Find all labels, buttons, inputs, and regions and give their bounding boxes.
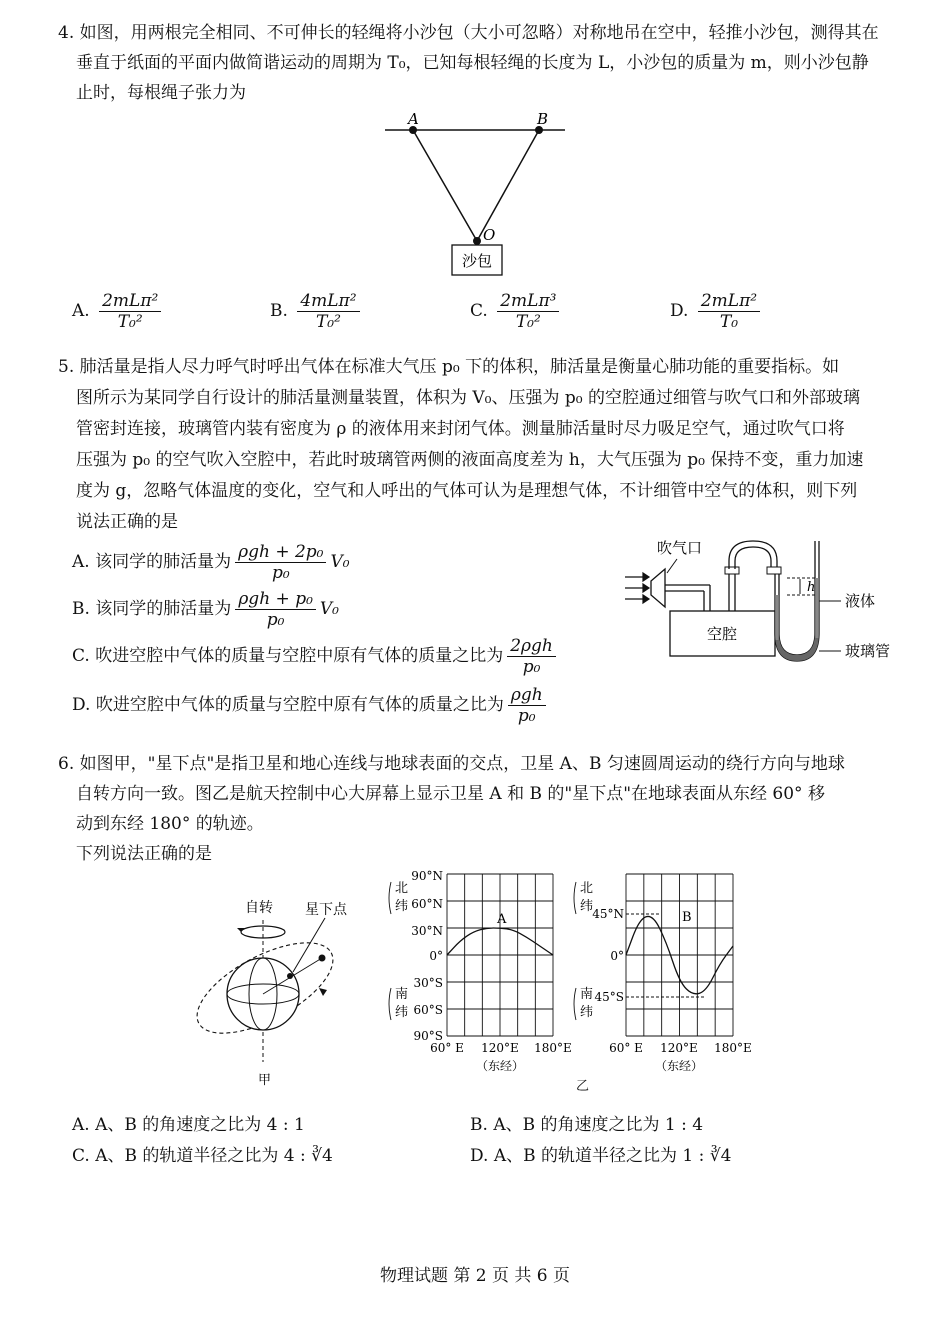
chart-a-xunit: （东经）: [475, 1059, 525, 1073]
option-letter: B.: [470, 1115, 488, 1135]
caption-jia: 甲: [258, 1073, 272, 1088]
option-denominator: T₀²: [117, 312, 143, 332]
chart-a-ytick: 0°: [429, 949, 443, 963]
spirometer-figure: [615, 533, 915, 683]
option-text: 该同学的肺活量为: [95, 552, 232, 572]
option-numerator: ρgh: [508, 686, 546, 706]
option-numerator: ρgh + p₀: [235, 590, 316, 610]
q5-line-1: 5. 肺活量是指人尽力呼气时呼出气体在标准大气压 p₀ 下的体积，肺活量是衡量心肺功能的重要指标。如: [58, 357, 840, 377]
joint-right: [767, 567, 781, 574]
chart-a-ytick: 30°S: [413, 976, 443, 990]
option-denominator: T₀²: [315, 312, 341, 332]
chart-a-ytick: 90°S: [413, 1029, 443, 1043]
chart-b-series-label: B: [682, 910, 692, 925]
q5-line-2: 图所示为某同学自行设计的肺活量测量装置，体积为 V₀、压强为 p₀ 的空腔通过细管与吹气口和外部玻璃: [76, 388, 860, 408]
chart-b-xtick: 180°E: [714, 1041, 752, 1055]
option-letter: A.: [72, 552, 90, 572]
mouthpiece-label: 吹气口: [657, 539, 703, 557]
rotation-label: 自转: [245, 900, 273, 916]
chart-b-grid: [626, 874, 733, 1036]
chart-a-xtick: 120°E: [481, 1041, 519, 1055]
option-letter: D.: [470, 1146, 489, 1166]
q5-option-d: [72, 686, 550, 725]
q4-option-a: [72, 292, 165, 331]
subpoint-label: 星下点: [305, 902, 347, 918]
joint-left: [725, 567, 739, 574]
q5-line-3: 管密封连接，玻璃管内装有密度为 ρ 的液体用来封闭气体。测量肺活量时尽力吸足空气，通过吹气口将: [76, 419, 845, 439]
chart-a-xtick: 60° E: [430, 1041, 464, 1055]
chart-b-ytick: 0°: [610, 949, 624, 963]
q6-option-b: [470, 1110, 703, 1135]
label-a: A: [408, 110, 419, 128]
option-text: 吹进空腔中气体的质量与空腔中原有气体的质量之比为: [95, 646, 504, 666]
q6-line-3: 动到东经 180° 的轨迹。: [76, 814, 264, 834]
q6-line-2: 自转方向一致。图乙是航天控制中心大屏幕上显示卫星 A 和 B 的"星下点"在地球表面从东经 60° 移: [76, 784, 825, 804]
option-denominator: p₀: [522, 657, 541, 677]
chart-a-grid: [447, 874, 553, 1036]
q5-line-5: 度为 g，忽略气体温度的变化，空气和人呼出的气体可认为是理想气体，不计细管中空气的体积，则下列: [76, 481, 858, 501]
rope-a: [413, 130, 477, 241]
q5-line-4: 压强为 p₀ 的空气吹入空腔中，若此时玻璃管两侧的液面高度差为 h，大气压强为 p₀ 保持不变，重力加速: [76, 450, 864, 470]
tube-label: 玻璃管: [845, 642, 891, 660]
option-letter: C.: [72, 646, 90, 666]
chart-b-south-2: 纬: [580, 1005, 594, 1020]
option-denominator: p₀: [517, 706, 536, 726]
option-text: A、B 的轨道半径之比为 1 : ∛4: [493, 1146, 732, 1166]
q6-option-d: [470, 1141, 731, 1166]
airflow-arrows: [625, 573, 649, 603]
earth-orbit-figure: [185, 888, 365, 1088]
chart-b-ytick: 45°N: [592, 907, 624, 921]
q6-option-a: [72, 1110, 305, 1135]
q6-option-c: [72, 1141, 333, 1166]
chart-b-xtick: 60° E: [609, 1041, 643, 1055]
q4-option-c: [470, 292, 563, 331]
option-denominator: T₀²: [515, 312, 541, 332]
option-letter: B.: [72, 599, 90, 619]
chart-b-south-1: 南: [580, 987, 594, 1002]
chart-a-south-2: 纬: [395, 1005, 409, 1020]
caption-yi: 乙: [576, 1079, 590, 1094]
option-numerator: 2ρgh: [507, 637, 556, 657]
chart-a-north-1: 北: [395, 881, 409, 896]
option-text: 吹进空腔中气体的质量与空腔中原有气体的质量之比为: [95, 695, 504, 715]
chart-b-xtick: 120°E: [660, 1041, 698, 1055]
option-text: A、B 的角速度之比为 4 : 1: [95, 1115, 305, 1135]
chart-b-xunit: （东经）: [654, 1059, 704, 1073]
option-numerator: ρgh + 2p₀: [235, 543, 326, 563]
option-letter: C.: [72, 1146, 90, 1166]
chart-a-south-1: 南: [395, 987, 409, 1002]
option-tail: V₀: [330, 552, 350, 572]
q4-line-2: 垂直于纸面的平面内做简谐运动的周期为 T₀，已知每根轻绳的长度为 L，小沙包的质量为 m，则小沙包静: [76, 53, 869, 73]
rope-b: [477, 130, 539, 241]
chart-a-ytick: 30°N: [411, 924, 443, 938]
mouthpiece-icon: [651, 569, 665, 607]
chart-a-xtick: 180°E: [534, 1041, 572, 1055]
chart-a: [385, 866, 585, 1076]
h-label: h: [807, 580, 816, 595]
chart-a-ytick: 60°N: [411, 897, 443, 911]
option-letter: B.: [270, 301, 288, 321]
q4-line-1: 4. 如图，用两根完全相同、不可伸长的轻绳将小沙包（大小可忽略）对称地吊在空中，轻推小沙包，测得其在: [58, 23, 879, 43]
chart-b-north-1: 北: [580, 881, 594, 896]
q6-line-4: 下列说法正确的是: [76, 844, 212, 864]
q6-line-1: 6. 如图甲，"星下点"是指卫星和地心连线与地球表面的交点，卫星 A、B 匀速圆周运动的绕行方向与地球: [58, 754, 845, 774]
page-footer: 物理试题 第 2 页 共 6 页: [379, 1266, 571, 1286]
option-letter: A.: [72, 301, 90, 321]
option-text: 该同学的肺活量为: [95, 599, 232, 619]
q4-pendulum-figure: [380, 108, 570, 278]
sandbag-label: 沙包: [461, 252, 493, 270]
q4-option-b: [270, 292, 364, 331]
option-denominator: p₀: [271, 563, 290, 583]
q4-line-3: 止时，每根绳子张力为: [76, 83, 246, 103]
option-text: A、B 的轨道半径之比为 4 : ∛4: [95, 1146, 333, 1166]
option-text: A、B 的角速度之比为 1 : 4: [493, 1115, 704, 1135]
chart-a-ytick: 60°S: [413, 1003, 443, 1017]
option-numerator: 2mLπ²: [698, 292, 760, 312]
chart-b: [570, 866, 770, 1076]
q5-option-b: [72, 590, 339, 629]
label-b: B: [537, 110, 549, 128]
chart-b-ytick: 45°S: [594, 990, 624, 1004]
option-denominator: p₀: [266, 610, 285, 630]
option-letter: D.: [72, 695, 91, 715]
chart-a-series-label: A: [497, 912, 507, 927]
liquid-label: 液体: [845, 592, 876, 610]
point-o: [473, 237, 481, 245]
q4-option-d: [670, 292, 764, 331]
option-numerator: 2mLπ²: [99, 292, 161, 312]
option-numerator: 4mLπ²: [297, 292, 359, 312]
q5-option-a: [72, 543, 350, 582]
option-letter: D.: [670, 301, 689, 321]
cavity-label: 空腔: [706, 625, 738, 643]
option-numerator: 2mLπ³: [497, 292, 559, 312]
chart-a-ytick: 90°N: [411, 869, 443, 883]
q5-line-6: 说法正确的是: [76, 512, 178, 532]
option-letter: A.: [72, 1115, 90, 1135]
option-denominator: T₀: [719, 312, 739, 332]
option-letter: C.: [470, 301, 488, 321]
option-tail: V₀: [319, 599, 339, 619]
q5-option-c: [72, 637, 560, 676]
chart-a-north-2: 纬: [395, 899, 409, 914]
label-o: O: [483, 226, 496, 244]
chart-b-north-2: 纬: [580, 899, 594, 914]
